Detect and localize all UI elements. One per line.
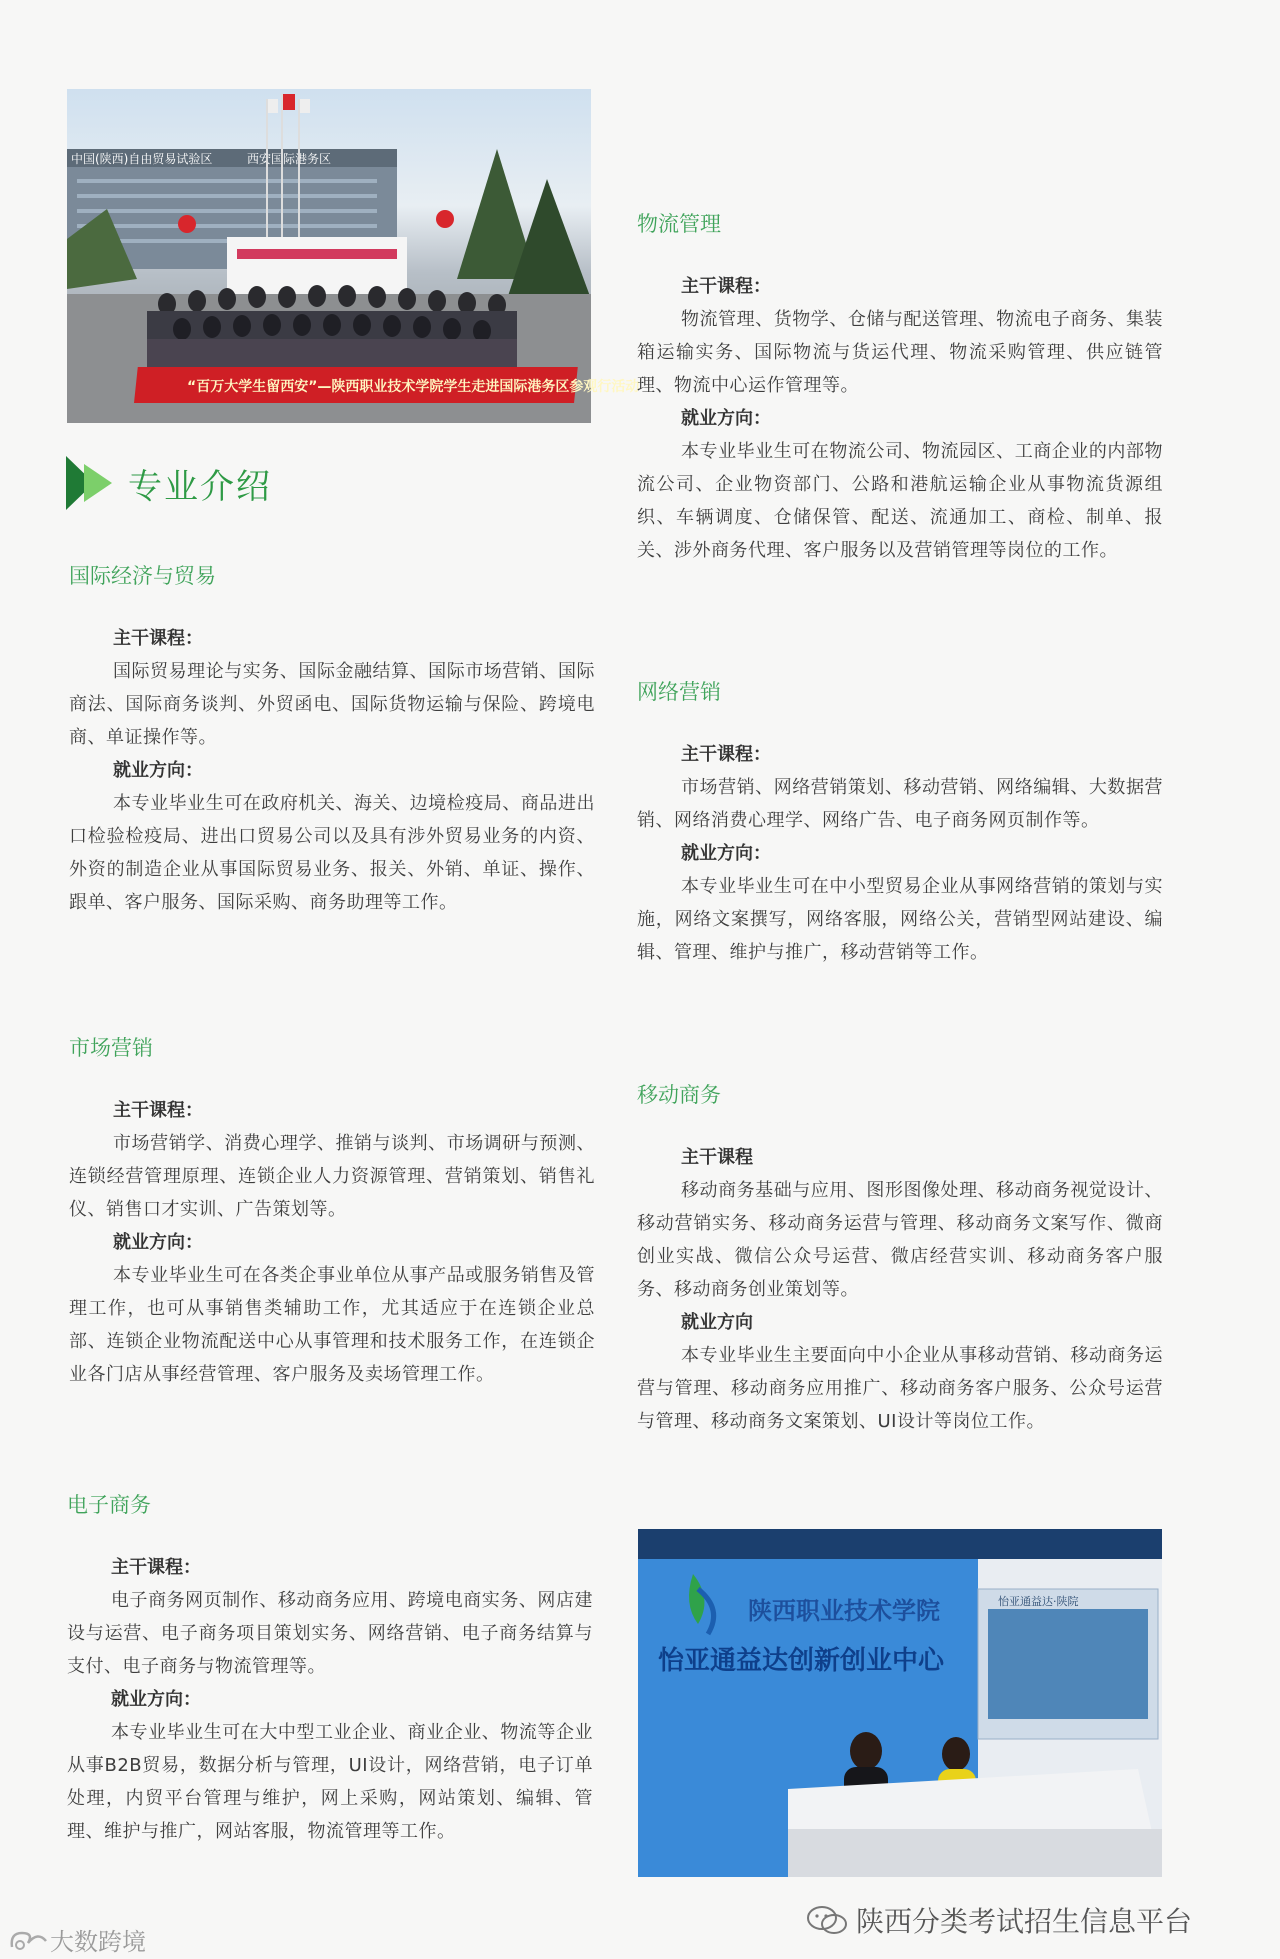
wall-text-college: 陕西职业技术学院	[748, 1597, 940, 1625]
career-label: 就业方向：	[111, 1689, 201, 1710]
career-text: 本专业毕业生主要面向中小企业从事移动营销、移动商务运营与管理、移动商务应用推广、移动商务客户服务、公众号运营与管理、移动商务文案策划、UI设计等岗位工作。	[637, 1345, 1163, 1432]
courses-label: 主干课程：	[681, 276, 771, 297]
courses-text: 市场营销学、消费心理学、推销与谈判、市场调研与预测、连锁经营管理原理、连锁企业人力资源管理、营销策划、销售礼仪、销售口才实训、广告策划等。	[69, 1133, 595, 1220]
courses-text: 移动商务基础与应用、图形图像处理、移动商务视觉设计、移动营销实务、移动商务运营与管理、移动商务文案写作、微商创业实战、微信公众号运营、微店经营实训、移动商务客户服务、移动商务创业策划等。	[637, 1180, 1163, 1300]
corner-watermark	[8, 1922, 146, 1957]
major-name: 移动商务	[637, 1083, 721, 1107]
career-text: 本专业毕业生可在物流公司、物流园区、工商企业的内部物流公司、企业物资部门、公路和港航运输企业从事物流货源组织、车辆调度、仓储保管、配送、流通加工、商检、制单、报关、涉外商务代理、客户服务以及营销管理等岗位的工作。	[637, 441, 1163, 561]
major-e-commerce	[67, 1490, 593, 1848]
courses-label: 主干课程：	[111, 1557, 201, 1578]
wechat-account-name: 陕西分类考试招生信息平台	[856, 1905, 1193, 1938]
building-sign-right: 西安国际港务区	[247, 152, 332, 166]
career-text: 本专业毕业生可在大中型工业企业、商业企业、物流等企业从事B2B贸易，数据分析与管理，UI设计，网络营销，电子订单处理，内贸平台管理与维护，网上采购，网站策划、编辑、管理、维护与推广，网站客服，物流管理等工作。	[67, 1722, 593, 1842]
innovation-center-photo	[638, 1529, 1162, 1877]
courses-label: 主干课程：	[113, 1100, 203, 1121]
building-sign-left: 中国(陕西)自由贸易试验区	[71, 152, 213, 166]
career-label: 就业方向：	[681, 843, 771, 864]
banner-text: “百万大学生留西安”—陕西职业技术学院学生走进国际港务区参观行活动	[187, 379, 640, 395]
career-text: 本专业毕业生可在政府机关、海关、边境检疫局、商品进出口检验检疫局、进出口贸易公司以及具有涉外贸易业务的内资、外资的制造企业从事国际贸易业务、报关、外销、单证、操作、跟单、客户服务、国际采购、商务助理等工作。	[69, 793, 595, 913]
courses-label: 主干课程	[681, 1147, 753, 1168]
watermark-text: 大数跨境	[50, 1928, 146, 1956]
major-online-marketing	[637, 677, 1163, 969]
major-international-trade	[69, 561, 595, 919]
career-text: 本专业毕业生可在中小型贸易企业从事网络营销的策划与实施，网络文案撰写，网络客服，网络公关，营销型网站建设、编辑、管理、维护与推广，移动营销等工作。	[637, 876, 1163, 963]
courses-label: 主干课程：	[681, 744, 771, 765]
courses-text: 国际贸易理论与实务、国际金融结算、国际市场营销、国际商法、国际商务谈判、外贸函电、国际货物运输与保险、跨境电商、单证操作等。	[69, 661, 595, 748]
courses-text: 市场营销、网络营销策划、移动营销、网络编辑、大数据营销、网络消费心理学、网络广告、电子商务网页制作等。	[637, 777, 1163, 831]
watermark-logo-icon	[8, 1927, 50, 1953]
career-label: 就业方向：	[113, 760, 203, 781]
wechat-account-mark	[806, 1900, 1192, 1940]
career-text: 本专业毕业生可在各类企事业单位从事产品或服务销售及管理工作，也可从事销售类辅助工作，尤其适应于在连锁企业总部、连锁企业物流配送中心从事管理和技术服务工作，在连锁企业各门店从事经营管理、客户服务及卖场管理工作。	[69, 1265, 595, 1385]
courses-text: 电子商务网页制作、移动商务应用、跨境电商实务、网店建设与运营、电子商务项目策划实务、网络营销、电子商务结算与支付、电子商务与物流管理等。	[67, 1590, 593, 1677]
major-name: 电子商务	[67, 1493, 151, 1517]
courses-label: 主干课程：	[113, 628, 203, 649]
major-name: 物流管理	[637, 212, 721, 236]
career-label: 就业方向：	[681, 408, 771, 429]
major-name: 国际经济与贸易	[69, 564, 216, 588]
wechat-icon	[806, 1905, 848, 1935]
play-arrow-icon	[66, 456, 114, 510]
career-label: 就业方向：	[113, 1232, 203, 1253]
career-label: 就业方向	[681, 1312, 753, 1333]
section-title: 专业介绍	[128, 466, 272, 507]
major-name: 市场营销	[69, 1036, 153, 1060]
wall-text-center: 怡亚通益达创新创业中心	[658, 1646, 945, 1676]
major-mobile-commerce	[637, 1080, 1163, 1438]
major-logistics	[637, 209, 1163, 567]
courses-text: 物流管理、货物学、仓储与配送管理、物流电子商务、集装箱运输实务、国际物流与货运代理、物流采购管理、供应链管理、物流中心运作管理等。	[637, 309, 1163, 396]
group-photo	[67, 89, 640, 423]
poster-title: 怡亚通益达·陕院	[998, 1595, 1079, 1608]
major-name: 网络营销	[637, 680, 721, 704]
section-header	[66, 456, 272, 510]
major-marketing	[69, 1033, 595, 1391]
